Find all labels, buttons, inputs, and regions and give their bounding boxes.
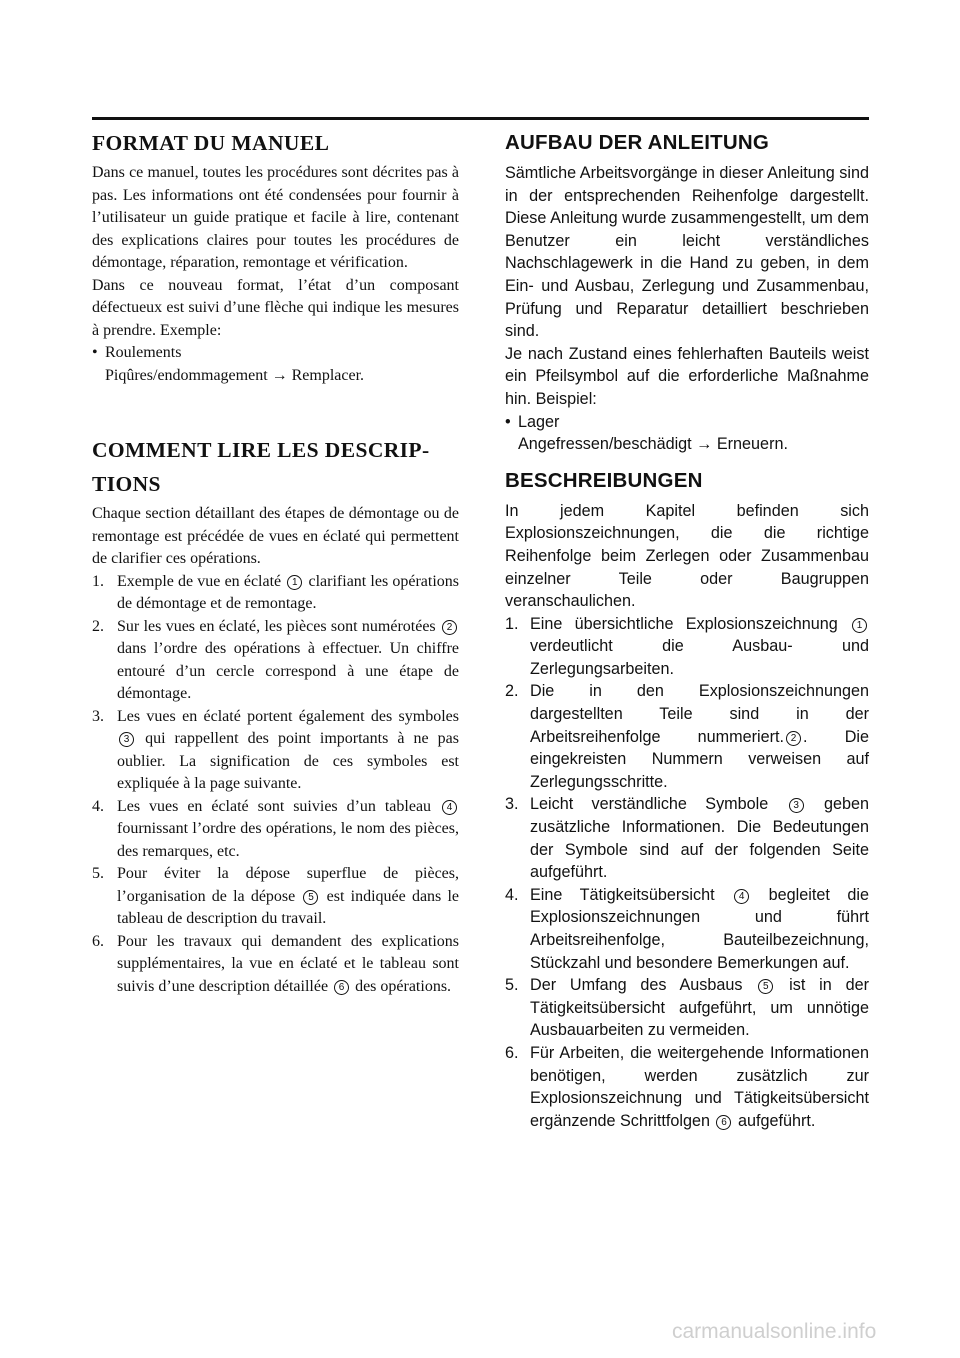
circled-number-icon: 2 (442, 620, 457, 635)
fr-read-title-line-2: TIONS (92, 472, 161, 496)
item-text-b: aufgeführt. (737, 1111, 816, 1130)
item-number: 2. (92, 617, 104, 635)
de-bullet-item (505, 411, 869, 434)
item-number: 6. (505, 1043, 519, 1062)
list-item (92, 616, 459, 706)
list-item (505, 1042, 869, 1132)
de-format-title: AUFBAU DER ANLEITUNG (505, 131, 770, 154)
item-text-b: clarifiant les opérations de démontage et de remontage. (117, 572, 460, 612)
item-text-a: Für Arbeiten, die weitergehende Informationen benötigen, werden zusätzlich zur Explosionszeichnung und Tätigkeitsübersicht ergänzende Schrittfolgen (530, 1043, 869, 1130)
list-item (92, 796, 459, 864)
item-text-b: ist in der Tätigkeitsübersicht aufgeführt, um unnötige Ausbauarbeiten zu vermeiden. (530, 976, 870, 1040)
item-text-b: . Die eingekreisten Nummern verweisen auf Zerlegungsschritte. (530, 727, 869, 791)
fr-bullet-detail: Piqûres/endommagement → Remplacer. (105, 366, 365, 384)
item-text-a: Sur les vues en éclaté, les pièces sont numérotées (117, 617, 436, 635)
list-item (505, 974, 869, 1042)
item-number: 6. (92, 932, 104, 950)
list-item (505, 793, 869, 883)
top-rule (92, 117, 869, 120)
item-text-a: Exemple de vue en éclaté (117, 572, 282, 590)
list-item (92, 706, 459, 796)
item-text-a: Pour éviter la dépose superflue de pièces, l’organisation de la dépose (117, 865, 459, 905)
fr-bullet-item (92, 342, 459, 365)
circled-number-icon: 4 (734, 889, 749, 904)
item-number: 4. (505, 885, 519, 904)
circled-number-icon: 5 (303, 890, 318, 905)
item-text-a: Eine übersichtliche Explosionszeichnung (530, 614, 838, 633)
list-item (92, 931, 459, 999)
item-text-b: est indiquée dans le tableau de description du travail. (117, 887, 460, 927)
fr-format-paragraph-2: Dans ce nouveau format, l’état d’un composant défectueux est suivi d’une flèche qui indique les mesures à prendre. Exemple: (92, 276, 459, 339)
bullet-dot-icon: • (92, 344, 98, 361)
circled-number-icon: 1 (852, 618, 867, 633)
fr-read-title (92, 433, 459, 501)
item-text-b: dans l’ordre des opérations à effectuer. Un chiffre entouré d’un cercle correspond à une étape de démontage. (117, 640, 459, 702)
item-text-a: Die in den Explosionszeichnungen dargestellten Teile sind in der Arbeitsreihenfolge nummeriert. (530, 682, 869, 746)
item-number: 4. (92, 797, 104, 815)
item-text-b: fournissant l’ordre des opérations, le nom des pièces, des remarques, etc. (117, 820, 459, 860)
german-column (505, 126, 869, 1132)
item-number: 3. (505, 795, 519, 814)
fr-format-paragraph-1: Dans ce manuel, toutes les procédures sont décrites pas à pas. Les informations ont été condensées pour fournir à l’utilisateur un guide pratique et facile à lire, contenant des explications claires pour toutes les procédures de démontage, réparation, remontage et vérification. (92, 164, 459, 271)
circled-number-icon: 3 (119, 732, 134, 747)
item-text-b: des opérations. (355, 977, 452, 995)
french-column (92, 126, 459, 998)
item-text-b: qui rappellent des point importants à ne pas oublier. La signification de ces symboles est expliquée à la page suivante. (117, 730, 460, 792)
circled-number-icon: 5 (758, 979, 773, 994)
fr-read-title-line-1: COMMENT LIRE LES DESCRIP- (92, 438, 430, 462)
item-text-b: verdeutlicht die Ausbau- und Zerlegungsarbeiten. (530, 637, 869, 678)
list-item (92, 863, 459, 931)
item-text-a: Les vues en éclaté sont suivies d’un tableau (117, 797, 432, 815)
item-text-a: Eine Tätigkeitsübersicht (530, 885, 715, 904)
de-format-paragraph-2: Je nach Zustand eines fehlerhaften Bauteils weist ein Pfeilsymbol auf die erforderliche Maßnahme hin. Beispiel: (505, 344, 869, 408)
list-item (92, 571, 459, 616)
circled-number-icon: 6 (334, 980, 349, 995)
item-number: 3. (92, 707, 104, 725)
de-read-intro: In jedem Kapitel befinden sich Explosionszeichnungen, die die richtige Reihenfolge beim Zerlegen oder Zusammenbau einzelner Teile oder Baugruppen veranschaulichen. (505, 501, 869, 611)
fr-steps-list (92, 571, 459, 999)
item-text-a: Leicht verständliche Symbole (530, 795, 769, 814)
item-text-a: Der Umfang des Ausbaus (530, 976, 743, 995)
de-steps-list (505, 613, 869, 1133)
de-bullet-detail: Angefressen/beschädigt → Erneuern. (518, 435, 788, 454)
circled-number-icon: 4 (442, 800, 457, 815)
fr-format-title: FORMAT DU MANUEL (92, 131, 330, 155)
fr-read-intro: Chaque section détaillant des étapes de démontage ou de remontage est précédée de vues en éclaté qui permettent de clarifier ces opérations. (92, 505, 459, 567)
de-read-title: BESCHREIBUNGEN (505, 468, 703, 492)
fr-bullet-label: Roulements (105, 344, 182, 361)
item-text-a: Pour les travaux qui demandent des explications supplémentaires, la vue en éclaté et le tableau sont suivis d’une description détaillée (117, 932, 459, 995)
circled-number-icon: 1 (287, 575, 302, 590)
item-text-b: begleitet die Explosionszeichnungen und führt Arbeitsreihenfolge, Bauteilbezeichnung, Stückzahl und besondere Bemerkungen auf. (530, 885, 869, 972)
watermark: carmanualsonline.info (672, 1320, 877, 1343)
item-text-b: geben zusätzliche Informationen. Die Bedeutungen der Symbole sind auf der folgenden Seite aufgeführt. (530, 795, 869, 882)
de-format-paragraph-1: Sämtliche Arbeitsvorgänge in dieser Anleitung sind in der entsprechenden Reihenfolge dargestellt. Diese Anleitung wurde zusammengestellt, um dem Benutzer ein leicht verständliches Nachschlagewerk in die Hand zu geben, in dem Ein- und Ausbau, Zerlegung und Zusammenbau, Prüfung und Reparatur detailliert beschrieben sind. (505, 164, 869, 341)
list-item (505, 613, 869, 681)
list-item (505, 680, 869, 793)
item-number: 1. (505, 614, 519, 633)
bullet-dot-icon: • (505, 412, 511, 431)
item-number: 5. (505, 976, 519, 995)
item-text-a: Les vues en éclaté portent également des symboles (117, 707, 459, 725)
item-number: 5. (92, 865, 104, 882)
item-number: 2. (505, 682, 519, 701)
list-item (505, 884, 869, 974)
de-bullet-label: Lager (518, 412, 560, 431)
circled-number-icon: 3 (789, 798, 804, 813)
item-number: 1. (92, 572, 104, 590)
circled-number-icon: 2 (786, 731, 801, 746)
circled-number-icon: 6 (716, 1115, 731, 1130)
